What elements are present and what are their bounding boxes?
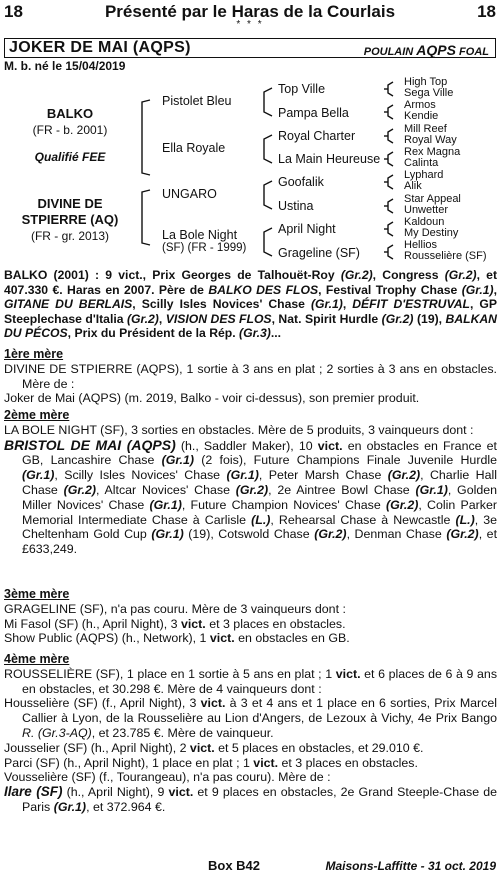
gen3-6: Ustina	[278, 199, 314, 213]
second-dam-text: LA BOLE NIGHT (SF), 3 sorties en obstacles. Mère de 5 produits, 3 vainqueurs dont :	[4, 422, 474, 437]
gen3-1: Top Ville	[278, 82, 326, 96]
gen2-dam-dam-detail: (SF) (FR - 1999)	[162, 242, 247, 254]
lot-number-left: 18	[4, 2, 23, 21]
gen2-sire-sire: Pistolet Bleu	[162, 94, 232, 108]
gen2-dam-dam: La Bole Night	[162, 228, 238, 242]
sire-detail: (FR - b. 2001)	[32, 123, 108, 137]
fourth-dam-offspring-4: Vousselière (SF) (f., Tourangeau), n'a pas couru). Mère de :	[4, 770, 331, 785]
first-dam-offspring: Joker de Mai (AQPS) (m. 2019, Balko - voir ci-dessus), son premier produit.	[4, 391, 420, 406]
first-dam-title: 1ère mère	[4, 347, 64, 361]
page-footer	[0, 858, 500, 878]
gen4-15: Hellios	[404, 239, 438, 251]
gen4-13: Kaldoun	[404, 216, 445, 228]
gen4-3: Armos	[404, 99, 436, 111]
fourth-dam-offspring-2: Jousselier (SF) (h., April Night), 2 vict. et 5 places en obstacles, et 29.010 €.	[4, 740, 424, 755]
consignor-title: Présenté par le Haras de la Courlais	[104, 2, 396, 21]
box-number: Box B42	[208, 858, 261, 873]
header-stars: * * *	[236, 19, 264, 30]
dam-name-line1: DIVINE DE	[37, 196, 103, 211]
gen2-dam-sire: UNGARO	[162, 187, 217, 201]
gen4-16: Rousselière (SF)	[404, 250, 487, 262]
gen4-4: Kendie	[404, 110, 439, 122]
gen3-4: La Main Heureuse	[278, 152, 381, 166]
birth-line: M. b. né le 15/04/2019	[4, 59, 126, 73]
dam-name-line2: STPIERRE (AQ)	[21, 212, 119, 227]
gen4-6: Royal Way	[404, 134, 457, 146]
gen4-12: Unwetter	[404, 204, 449, 216]
lot-number-right: 18	[477, 2, 496, 21]
horse-sex: POULAIN AQPS FOAL	[363, 42, 489, 58]
gen3-8: Grageline (SF)	[278, 246, 360, 260]
second-dam-title: 2ème mère	[4, 408, 70, 422]
gen4-11: Star Appeal	[404, 193, 461, 205]
gen4-10: Alik	[404, 180, 422, 192]
first-dam-section	[4, 347, 497, 406]
gen3-5: Goofalik	[278, 175, 324, 189]
first-dam-text: DIVINE DE STPIERRE (AQPS), 1 sortie à 3 ans en plat ; 2 sorties à 3 ans en obstacles. Mère de :	[4, 361, 497, 391]
gen4-1: High Top	[404, 76, 448, 88]
second-dam-star-offspring: BRISTOL DE MAI (AQPS) (h., Saddler Maker), 10 vict. en obstacles en France et GB, Lancashire Chase (Gr.1) (2 fois), Future Champions Finale Juvenile Hurdle (Gr.1), Scilly Isles Novices' Chase (Gr.1), Peter Marsh Chase (Gr.2), Charlie Hall Chase (Gr.2), Altcar Novices' Chase (Gr.2), 2e Aintree Bowl Chase (Gr.1), Golden Miller Novices' Chase (Gr.1), Future Champion Novices' Chase (Gr.2), Colin Parker Memorial Intermediate Chase à Carlisle (L.), Rehearsal Chase à Newcastle (L.), 3e Cheltenham Gold Cup (Gr.1) (19), Cotswold Chase (Gr.2), Denman Chase (Gr.2), et £633,249.	[4, 436, 498, 557]
gen4-5: Mill Reef	[404, 123, 447, 135]
dam-detail: (FR - gr. 2013)	[30, 229, 110, 243]
fourth-dam-offspring-3: Parci (SF) (h., April Night), 1 place en plat ; 1 vict. et 3 places en obstacles.	[4, 755, 418, 770]
gen3-7: April Night	[278, 222, 336, 236]
gen4-9: Lyphard	[404, 169, 444, 181]
sale-place-date: Maisons-Laffitte - 31 oct. 2019	[325, 859, 496, 873]
third-dam-offspring-2: Show Public (AQPS) (h., Network), 1 vict. en obstacles en GB.	[4, 631, 350, 646]
third-dam-offspring-1: Mi Fasol (SF) (h., April Night), 3 vict. et 3 places en obstacles.	[4, 616, 346, 631]
third-dam-title: 3ème mère	[4, 587, 70, 601]
sire-name: BALKO	[46, 106, 94, 121]
gen4-7: Rex Magna	[404, 146, 461, 158]
fourth-dam-grand-offspring: Ilare (SF) (h., April Night), 9 vict. et 9 places en obstacles, 2e Grand Steeple-Chase de Paris (Gr.1), et 372.964 €.	[4, 784, 497, 814]
horse-name: JOKER DE MAI (AQPS)	[9, 39, 191, 56]
fourth-dam-text: ROUSSELIÈRE (SF), 1 place en 1 sortie à 5 ans en plat ; 1 vict. et 6 places de 6 à 9 ans en obstacles, et 30.298 €. Mère de 4 vainqueurs dont :	[4, 666, 498, 696]
gen4-14: My Destiny	[404, 227, 459, 239]
gen3-3: Royal Charter	[278, 129, 356, 143]
sire-note: Qualifié FEE	[34, 150, 106, 164]
gen3-2: Pampa Bella	[278, 106, 349, 120]
sire-summary: BALKO (2001) : 9 vict., Prix Georges de Talhouët-Roy (Gr.2), Congress (Gr.2), et 407.330 €. Haras en 2007. Père de BALKO DES FLOS, Festival Trophy Chase (Gr.1), GITANE DU BERLAIS, Scilly Isles Novices' Chase (Gr.1), DÉFIT D'ESTRUVAL, GP Steeplechase d'Italia (Gr.2), VISION DES FLOS, Nat. Spirit Hurdle (Gr.2) (19), BALKAN DU PÉCOS, Prix du Président de la Rép. (Gr.3)...	[4, 268, 498, 341]
gen4-2: Sega Ville	[404, 87, 454, 99]
third-dam-text: GRAGELINE (SF), n'a pas couru. Mère de 3 vainqueurs dont :	[4, 601, 346, 616]
third-dam-section	[4, 587, 497, 646]
gen2-sire-dam: Ella Royale	[162, 141, 226, 155]
fourth-dam-title: 4ème mère	[4, 652, 70, 666]
fourth-dam-offspring-1: Housselière (SF) (f., April Night), 3 vict. à 3 et 4 ans et 1 place en 6 sorties, Prix Marcel Callier à Lyon, de la Rousselière au Lion d'Angers, de Lezoux à Vichy, 4e Prix Bango R. (Gr.3-AQ), et 23.785 €. Mère de vainqueur.	[4, 696, 497, 740]
fourth-dam-section	[4, 652, 497, 815]
second-dam-section	[4, 408, 497, 557]
gen4-8: Calinta	[404, 157, 439, 169]
